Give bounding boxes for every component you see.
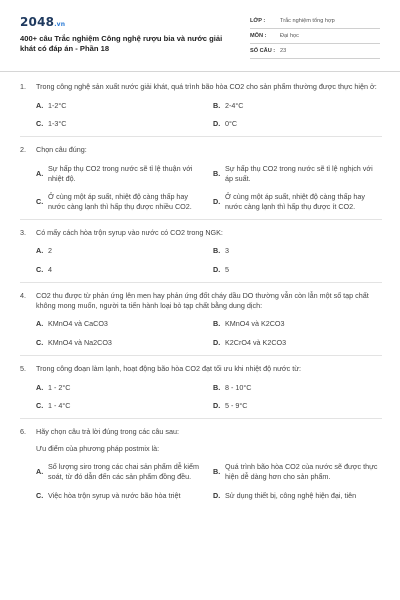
option-text: KMnO4 và Na2CO3 <box>48 338 112 348</box>
option-text: Quá trình bão hòa CO2 của nước sẽ được thực hiện dễ dàng hơn cho sản phẩm. <box>225 462 378 482</box>
option-letter: B. <box>213 246 221 256</box>
question-item <box>20 291 382 356</box>
option-text: 1 - 2°C <box>48 382 71 392</box>
option-letter: A. <box>36 467 44 477</box>
logo-main: 2048 <box>20 15 55 29</box>
option-letter: D. <box>213 490 221 500</box>
question-item <box>20 228 382 283</box>
option-text: 8 - 10°C <box>225 382 252 392</box>
option-letter: A. <box>36 382 44 392</box>
option-b[interactable] <box>213 246 382 256</box>
question-subtext: Ưu điểm của phương pháp postmix là: <box>36 443 160 453</box>
question-text: Chọn câu đúng: <box>36 145 87 155</box>
option-letter: C. <box>36 490 44 500</box>
meta-label: SỐ CÂU : <box>250 48 276 55</box>
option-d[interactable] <box>213 401 382 411</box>
option-text: 3 <box>225 246 229 256</box>
option-letter: C. <box>36 265 44 275</box>
option-text: 5 <box>225 265 229 275</box>
option-grid <box>20 164 382 212</box>
option-text: 2-4°C <box>225 100 244 110</box>
option-text: 4 <box>48 265 52 275</box>
option-text: KMnO4 và CaCO3 <box>48 319 108 329</box>
meta-row-subject <box>250 29 380 44</box>
meta-value: 23 <box>280 48 287 55</box>
meta-row-class <box>250 14 380 29</box>
question-number: 2. <box>20 145 26 155</box>
option-letter: B. <box>213 382 221 392</box>
option-grid <box>20 462 382 500</box>
document-title: 400+ câu Trắc nghiệm Công nghệ rượu bia và nước giải khát có đáp án - Phần 18 <box>20 34 223 54</box>
option-text: Sự hấp thụ CO2 trong nước sẽ tỉ lệ nghịch với áp suất. <box>225 163 373 183</box>
option-letter: B. <box>213 100 221 110</box>
option-d[interactable] <box>213 265 382 275</box>
option-letter: A. <box>36 168 44 178</box>
option-a[interactable] <box>36 383 205 393</box>
option-b[interactable] <box>213 319 382 329</box>
option-d[interactable] <box>213 119 382 129</box>
header-divider <box>0 71 400 72</box>
question-item <box>20 364 382 419</box>
question-list <box>20 82 382 516</box>
option-d[interactable] <box>213 338 382 348</box>
meta-box <box>250 14 380 59</box>
option-grid <box>20 101 382 129</box>
option-letter: B. <box>213 168 221 178</box>
option-text: Sự hấp thụ CO2 trong nước sẽ tỉ lệ thuận với nhiệt độ. <box>48 163 193 183</box>
meta-label: MÔN : <box>250 33 267 40</box>
option-text: 1-2°C <box>48 100 67 110</box>
question-number: 4. <box>20 290 26 300</box>
option-a[interactable] <box>36 319 205 329</box>
option-grid <box>20 319 382 347</box>
option-letter: C. <box>36 338 44 348</box>
option-text: Số lượng siro trong các chai sản phẩm dễ kiểm soát, từ đó dẫn đến các sản phẩm đồng đều. <box>48 462 199 482</box>
option-text: Sử dụng thiết bị, công nghệ hiện đại, tiên <box>225 490 357 500</box>
option-c[interactable] <box>36 119 205 129</box>
option-letter: B. <box>213 319 221 329</box>
question-text: CO2 thu được từ phản ứng lên men hay phản ứng đốt cháy dầu DO thường vẫn còn lẫn một số tạp chất không mong muốn, người ta tiến hành loại bỏ tạp chất bằng dung dịch: <box>36 290 369 310</box>
option-text: 0°C <box>225 119 238 129</box>
meta-label: LỚP : <box>250 18 266 25</box>
option-text: 2 <box>48 246 52 256</box>
question-text: Có mấy cách hòa trộn syrup vào nước có CO2 trong NGK: <box>36 227 223 237</box>
question-item <box>20 82 382 137</box>
option-grid <box>20 383 382 411</box>
option-text: Ở cùng một áp suất, nhiệt độ càng thấp hay nước càng lạnh thì hấp thụ được ít CO2. <box>225 192 366 212</box>
question-text: Hãy chọn câu trả lời đúng trong các câu sau: <box>36 426 179 436</box>
option-a[interactable] <box>36 101 205 111</box>
question-number: 6. <box>20 426 26 436</box>
option-text: 1-3°C <box>48 119 67 129</box>
question-text: Trong công nghệ sản xuất nước giải khát, quá trình bão hòa CO2 cho sản phẩm thường được thực hiện ở: <box>36 82 377 91</box>
option-a[interactable] <box>36 246 205 256</box>
option-text: Việc hòa trộn syrup và nước bão hòa triệt <box>48 490 181 500</box>
option-a[interactable] <box>36 164 205 183</box>
logo-domain: .vn <box>54 21 66 28</box>
option-text: 5 - 9°C <box>225 401 248 411</box>
option-b[interactable] <box>213 164 382 183</box>
option-b[interactable] <box>213 462 382 481</box>
page-header <box>20 14 380 64</box>
option-c[interactable] <box>36 401 205 411</box>
option-a[interactable] <box>36 462 205 481</box>
option-text: 1 - 4°C <box>48 401 71 411</box>
option-letter: D. <box>213 401 221 411</box>
option-d[interactable] <box>213 491 382 501</box>
option-letter: D. <box>213 265 221 275</box>
question-number: 5. <box>20 363 26 373</box>
option-c[interactable] <box>36 491 205 501</box>
option-b[interactable] <box>213 383 382 393</box>
question-number: 3. <box>20 227 26 237</box>
meta-value: Đại học <box>280 33 299 40</box>
option-letter: D. <box>213 338 221 348</box>
option-letter: C. <box>36 401 44 411</box>
option-letter: A. <box>36 100 44 110</box>
option-letter: A. <box>36 246 44 256</box>
question-item <box>20 145 382 220</box>
site-logo[interactable] <box>20 14 65 30</box>
option-c[interactable] <box>36 338 205 348</box>
option-d[interactable] <box>213 192 382 211</box>
option-letter: C. <box>36 197 44 207</box>
option-letter: D. <box>213 119 221 129</box>
meta-value: Trắc nghiệm tổng hợp <box>280 18 335 25</box>
option-letter: D. <box>213 197 221 207</box>
option-letter: B. <box>213 467 221 477</box>
meta-row-count <box>250 44 380 59</box>
option-text: K2CrO4 và K2CO3 <box>225 338 287 348</box>
option-c[interactable] <box>36 192 205 211</box>
question-item <box>20 427 382 508</box>
option-b[interactable] <box>213 101 382 111</box>
question-number: 1. <box>20 82 26 91</box>
option-text: Ở cùng một áp suất, nhiệt độ càng thấp hay nước càng lạnh thì hấp thụ được nhiều CO2. <box>48 192 192 212</box>
question-text: Trong công đoạn làm lạnh, hoạt động bão hòa CO2 đạt tối ưu khi nhiệt độ nước từ: <box>36 363 302 373</box>
option-letter: A. <box>36 319 44 329</box>
option-grid <box>20 246 382 274</box>
option-text: KMnO4 và K2CO3 <box>225 319 285 329</box>
option-letter: C. <box>36 119 44 129</box>
option-c[interactable] <box>36 265 205 275</box>
